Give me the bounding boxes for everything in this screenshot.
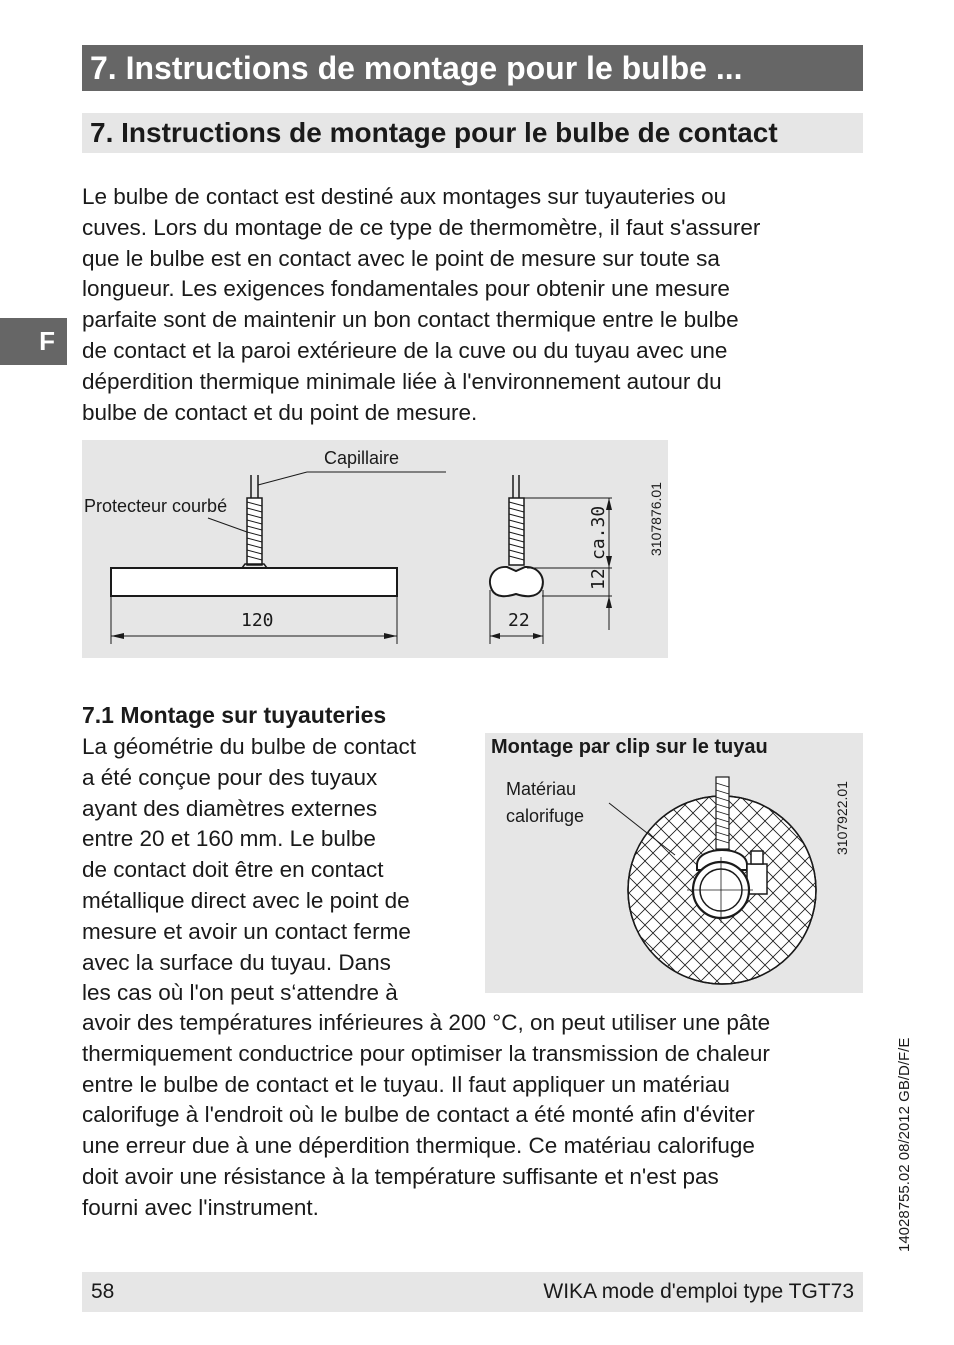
text-line: doit avoir une résistance à la température suffisante et n'est pas [82,1163,719,1189]
language-tab: F [0,318,67,365]
text-line: ayant des diamètres externes [82,795,378,821]
text-line: entre 20 et 160 mm. Le bulbe [82,826,376,852]
text-line: métallique direct avec le point de [82,887,410,913]
text-line: La géométrie du bulbe de contact [82,734,416,759]
text-line: que le bulbe est en contact avec le point de mesure sur toute sa [82,245,720,271]
chapter-header: 7. Instructions de montage pour le bulbe ... [82,45,863,91]
document-title: WIKA mode d'emploi type TGT73 [543,1280,854,1303]
figure-title: Montage par clip sur le tuyau [491,736,768,758]
capillary-label: Capillaire [324,448,400,468]
dimension-width: 22 [508,610,530,631]
clip-mounting-figure [485,733,863,993]
insulation-label-line1: Matériau [506,779,577,799]
document-code: 14028755.02 08/2012 GB/D/F/E [896,1037,913,1252]
dimension-length: 120 [241,610,274,631]
subsection-heading: 7.1 Montage sur tuyauteries [82,702,387,728]
text-line: les cas où l'on peut s‘attendre à [82,980,398,1006]
section-title: 7. Instructions de montage pour le bulbe de contact [82,113,863,153]
text-line: parfaite sont de maintenir un bon contact thermique entre le bulbe [82,307,739,333]
figure-code: 3107922.01 [834,781,850,855]
subsection-column-text [82,732,416,1009]
page-footer [82,1272,863,1312]
intro-paragraph [82,182,760,428]
text-line: thermiquement conductrice pour optimiser la transmission de chaleur [82,1040,770,1066]
text-line: déperdition thermique minimale liée à l'environnement autour du [82,368,722,394]
text-line: une erreur due à une déperdition thermique. Ce matériau calorifuge [82,1133,755,1159]
text-line: bulbe de contact et du point de mesure. [82,399,478,425]
text-line: Le bulbe de contact est destiné aux montages sur tuyauteries ou [82,184,727,209]
text-line: entre le bulbe de contact et le tuyau. Il faut appliquer un matériau [82,1071,730,1097]
text-line: a été conçue pour des tuyaux [82,764,378,790]
dimension-height: 12 [588,568,609,590]
figure-code: 3107876.01 [648,482,664,556]
clip-drawing [485,733,863,993]
text-line: cuves. Lors du montage de ce type de thermomètre, il faut s'assurer [82,214,761,240]
text-line: mesure et avoir un contact ferme [82,918,411,944]
subsection-continued-text [82,1008,770,1224]
bulb-drawing [82,440,668,658]
dimension-approx: ca.30 [588,505,609,560]
page-number: 58 [91,1280,115,1303]
protector-label: Protecteur courbé [84,496,228,516]
text-line: longueur. Les exigences fondamentales pour obtenir une mesure [82,276,730,302]
insulation-label-line2: calorifuge [506,806,585,826]
text-line: de contact et la paroi extérieure de la cuve ou du tuyau avec une [82,337,728,363]
bulb-dimension-figure [82,440,668,658]
text-line: avec la surface du tuyau. Dans [82,949,391,975]
text-line: fourni avec l'instrument. [82,1194,319,1220]
text-line: de contact doit être en contact [82,857,384,883]
text-line: avoir des températures inférieures à 200 °C, on peut utiliser une pâte [82,1010,771,1035]
text-line: calorifuge à l'endroit où le bulbe de contact a été monté afin d'éviter [82,1102,755,1128]
